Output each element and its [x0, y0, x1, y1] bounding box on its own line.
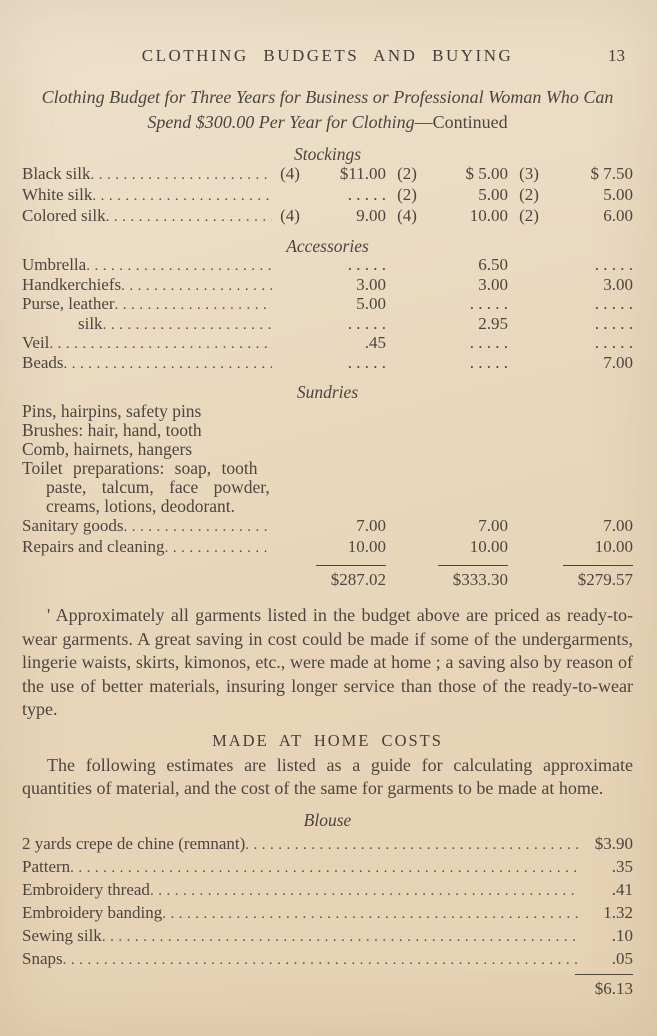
- dot-leader: [162, 902, 579, 925]
- page-header: [22, 46, 633, 68]
- total-rule: [563, 565, 633, 566]
- year-total: $279.57: [577, 570, 633, 589]
- total-rule: [438, 565, 508, 566]
- totals-rules: [22, 565, 633, 566]
- caption-line-1: Clothing Budget for Three Years for Business or Professional Woman Who Can: [41, 87, 614, 107]
- budget-row: [22, 516, 633, 537]
- sundries-note-line: paste, talcum, face powder,: [46, 477, 270, 497]
- item-label: Embroidery banding: [22, 902, 163, 922]
- dot-leader: [150, 879, 579, 902]
- totals-row: [22, 570, 633, 590]
- amount-cell: 5.00: [478, 185, 508, 204]
- amount-cell: 6.50: [478, 255, 508, 274]
- list-item: [22, 879, 633, 902]
- row-label: Umbrella: [22, 256, 87, 274]
- qty-cell: (4): [397, 206, 417, 225]
- dot-leader: [124, 516, 272, 537]
- dot-leader: [245, 833, 579, 856]
- item-amount: 1.32: [603, 902, 633, 922]
- qty-cell: [508, 537, 550, 558]
- qty-cell: [386, 537, 428, 558]
- qty-cell: [386, 276, 428, 296]
- amount-cell: . . . . .: [594, 255, 633, 274]
- dot-leader: [165, 537, 272, 558]
- sundries-note-line: creams, lotions, deodorant.: [46, 496, 236, 516]
- qty-cell: [508, 354, 550, 374]
- item-amount: .35: [611, 856, 633, 876]
- row-label: Repairs and cleaning: [22, 537, 165, 556]
- amount-cell: 7.00: [356, 516, 386, 535]
- qty-cell: [272, 537, 308, 558]
- row-label: Beads: [22, 353, 64, 372]
- section-heading-accessories: Accessories: [286, 236, 369, 256]
- dot-leader: [115, 295, 272, 315]
- item-label: Snaps: [22, 948, 63, 968]
- amount-cell: 9.00: [356, 206, 386, 225]
- dot-leader: [102, 925, 579, 948]
- qty-cell: [386, 295, 428, 315]
- qty-cell: [508, 315, 550, 335]
- amount-cell: 10.00: [594, 537, 633, 556]
- section-heading-stockings: Stockings: [293, 144, 362, 164]
- qty-cell: [386, 516, 428, 537]
- budget-row: [22, 334, 633, 354]
- qty-cell: [386, 256, 428, 276]
- total-rule: [316, 565, 386, 566]
- item-amount: .41: [611, 879, 633, 899]
- item-label: Sewing silk: [22, 925, 102, 945]
- amount-cell: 2.95: [478, 313, 508, 333]
- qty-cell: [386, 354, 428, 374]
- row-label: Veil: [22, 334, 50, 352]
- amount-cell: .45: [364, 333, 386, 352]
- amount-cell: . . . . .: [594, 333, 633, 352]
- amount-cell: $ 5.00: [465, 164, 508, 183]
- qty-cell: (2): [519, 206, 539, 225]
- dot-leader: [64, 354, 272, 374]
- item-amount: .10: [611, 925, 633, 945]
- amount-cell: . . . . .: [594, 294, 633, 313]
- list-item: [22, 948, 633, 971]
- qty-cell: (4): [280, 164, 300, 183]
- dot-leader: [92, 185, 272, 206]
- row-label: Purse, leather: [22, 295, 115, 313]
- amount-cell: 7.00: [603, 352, 633, 372]
- qty-cell: [272, 315, 308, 335]
- caption-line-2-italic: Spend $300.00 Per Year for Clothing: [147, 112, 415, 132]
- amount-cell: 6.00: [603, 206, 633, 225]
- item-amount: $3.90: [594, 833, 633, 853]
- dot-leader: [63, 948, 579, 971]
- sundries-note-line: Comb, hairnets, hangers: [22, 439, 193, 459]
- budget-row: [22, 354, 633, 374]
- sundries-note-line: Brushes: hair, hand, tooth: [22, 420, 202, 440]
- budget-row: [22, 315, 633, 335]
- dot-leader: [70, 856, 579, 879]
- sundries-rows: [22, 516, 633, 558]
- row-label: silk: [78, 314, 103, 333]
- qty-cell: [272, 295, 308, 315]
- amount-cell: 7.00: [603, 516, 633, 535]
- sundries-note: [22, 402, 633, 516]
- stockings-rows: [22, 164, 633, 227]
- amount-cell: . . . . .: [594, 313, 633, 333]
- amount-cell: 3.00: [478, 274, 508, 294]
- qty-cell: [386, 315, 428, 335]
- qty-cell: (3): [519, 164, 539, 183]
- row-label: White silk: [22, 185, 93, 204]
- amount-cell: $11.00: [339, 164, 386, 183]
- amount-cell: 3.00: [356, 274, 386, 294]
- page-number: 13: [608, 46, 625, 65]
- list-item: [22, 856, 633, 879]
- section-heading-sundries: Sundries: [296, 382, 359, 402]
- item-label: Embroidery thread: [22, 879, 150, 899]
- amount-cell: . . . . .: [347, 185, 386, 204]
- qty-cell: (2): [519, 185, 539, 204]
- table-caption: [22, 85, 633, 135]
- caption-line-2-continued: —Continued: [414, 112, 508, 132]
- amount-cell: . . . . .: [347, 255, 386, 274]
- item-label: 2 yards crepe de chine (remnant): [22, 833, 246, 853]
- running-title: CLOTHING BUDGETS AND BUYING: [141, 46, 514, 65]
- qty-cell: [272, 516, 308, 537]
- budget-row: [22, 276, 633, 296]
- sundries-note-line: Toilet preparations: soap, tooth: [22, 458, 258, 478]
- list-item: [22, 902, 633, 925]
- qty-cell: [508, 516, 550, 537]
- qty-cell: [508, 276, 550, 296]
- qty-cell: [272, 354, 308, 374]
- budget-note-paragraph: ' Approximately all garments listed in the budget above are priced as ready-to-wear garments. A great saving in cost could be made if some of the undergarments, lingerie waists, skirts, kimonos, etc., were made at home ; a saving also by reason of the use of better materials, insuring longer service than those of the ready-to-wear type.: [22, 605, 633, 719]
- item-amount: .05: [611, 948, 633, 968]
- made-at-home-heading: MADE AT HOME COSTS: [212, 730, 443, 750]
- blouse-total: [22, 974, 633, 1000]
- qty-cell: (4): [280, 206, 300, 225]
- qty-cell: [508, 256, 550, 276]
- dot-leader: [106, 206, 272, 227]
- budget-row: [22, 185, 633, 206]
- qty-cell: [272, 276, 308, 296]
- budget-row: [22, 164, 633, 185]
- budget-row: [22, 206, 633, 227]
- blouse-list: [22, 833, 633, 971]
- dot-leader: [49, 334, 272, 354]
- amount-cell: . . . . .: [347, 313, 386, 333]
- list-item: [22, 925, 633, 948]
- row-label: Sanitary goods: [22, 516, 124, 535]
- qty-cell: (2): [397, 164, 417, 183]
- blouse-total-value: $6.13: [594, 978, 633, 998]
- row-label: Colored silk: [22, 206, 106, 225]
- row-label: Black silk: [22, 164, 91, 183]
- dot-leader: [103, 315, 272, 335]
- total-rule: [575, 974, 633, 975]
- section-heading-blouse: Blouse: [303, 809, 352, 830]
- qty-cell: [272, 256, 308, 276]
- dot-leader: [86, 256, 272, 276]
- row-label: Handkerchiefs: [22, 275, 122, 294]
- year-total: $287.02: [330, 570, 386, 589]
- qty-cell: [508, 295, 550, 315]
- made-at-home-intro: The following estimates are listed as a guide for calculating approximate quantities of material, and the cost of the same for garments to be made at home.: [22, 754, 633, 798]
- accessories-rows: [22, 256, 633, 373]
- amount-cell: . . . . .: [469, 294, 508, 313]
- list-item: [22, 833, 633, 856]
- item-label: Pattern: [22, 856, 71, 876]
- qty-cell: (2): [397, 185, 417, 204]
- amount-cell: 3.00: [603, 274, 633, 294]
- budget-row: [22, 295, 633, 315]
- qty-cell: [386, 334, 428, 354]
- amount-cell: 10.00: [469, 537, 508, 556]
- year-total: $333.30: [452, 570, 508, 589]
- amount-cell: . . . . .: [469, 352, 508, 372]
- qty-cell: [508, 334, 550, 354]
- amount-cell: . . . . .: [347, 352, 386, 372]
- amount-cell: 5.00: [356, 294, 386, 313]
- caption-line-2: [22, 110, 633, 135]
- budget-row: [22, 256, 633, 276]
- dot-leader: [121, 276, 272, 296]
- amount-cell: 10.00: [347, 537, 386, 556]
- amount-cell: . . . . .: [469, 333, 508, 352]
- amount-cell: 5.00: [603, 185, 633, 204]
- budget-row: [22, 537, 633, 558]
- amount-cell: 7.00: [478, 516, 508, 535]
- qty-cell: [272, 334, 308, 354]
- qty-cell: [272, 185, 308, 206]
- amount-cell: $ 7.50: [590, 164, 633, 183]
- sundries-note-line: Pins, hairpins, safety pins: [22, 401, 202, 421]
- dot-leader: [90, 164, 272, 185]
- amount-cell: 10.00: [469, 206, 508, 225]
